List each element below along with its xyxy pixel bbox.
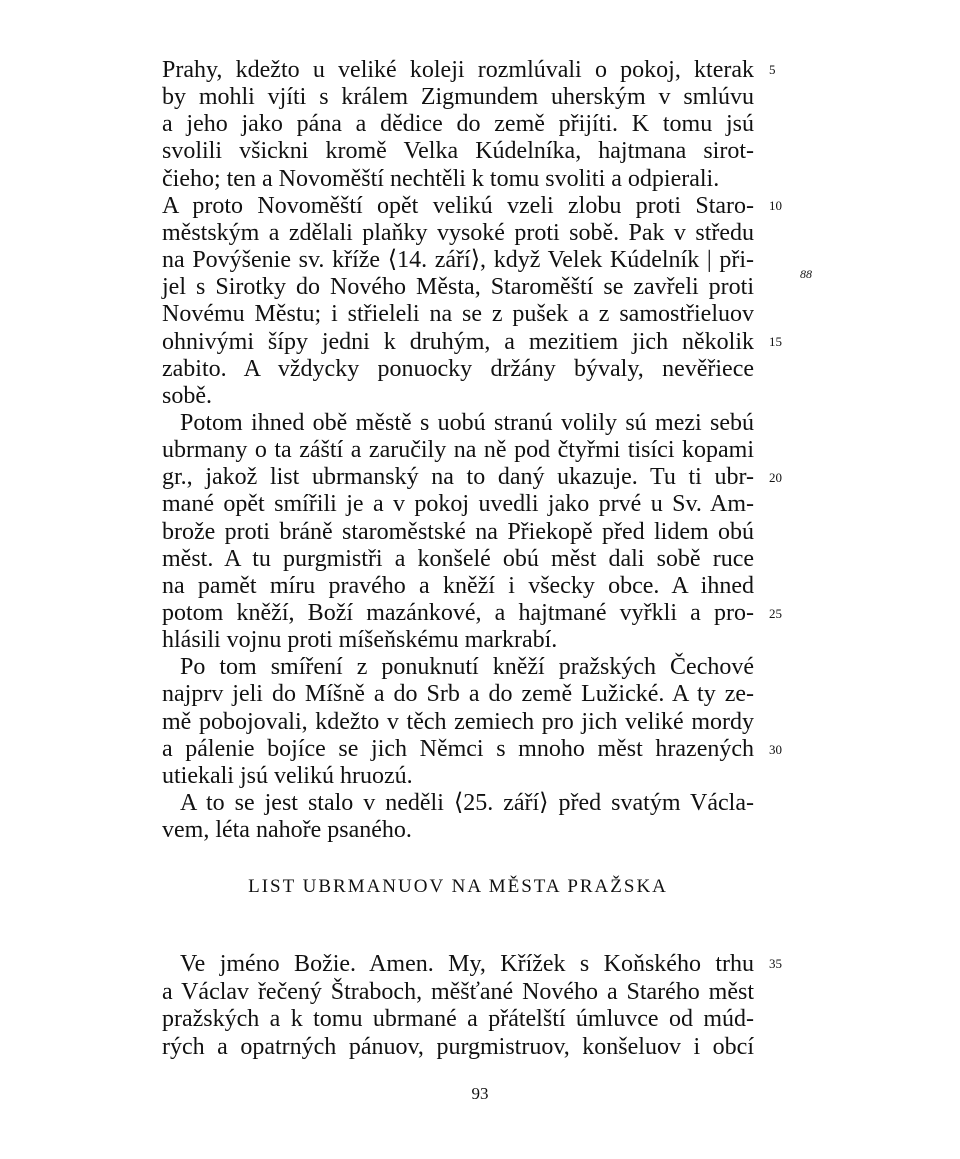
line-number: 25 bbox=[769, 606, 782, 621]
text-line: jel s Sirotky do Nového Města, Staroměští se zavřeli proti bbox=[162, 274, 754, 301]
text-line: A proto Novoměští opět velikú vzeli zlobu proti Staro- bbox=[162, 192, 754, 219]
margin-page-reference: 88 bbox=[800, 267, 812, 281]
text-line: Ve jméno Božie. Amen. My, Křížek s Koňského trhu bbox=[180, 951, 754, 977]
text-line: by mohli vjíti s králem Zigmundem uherským v smlúvu bbox=[162, 84, 754, 111]
text-line: gr., jakož list ubrmanský na to daný ukazuje. Tu ti ubr- bbox=[162, 464, 754, 491]
text-line: sobě. bbox=[162, 382, 212, 409]
text-line: Novému Městu; i střieleli na se z pušek a z samostřieluov bbox=[162, 301, 754, 328]
section-heading: LIST UBRMANUOV NA MĚSTA PRAŽSKA bbox=[248, 876, 668, 897]
text-line: městským a zdělali plaňky vysoké proti sobě. Pak v středu bbox=[162, 219, 754, 246]
text-line: měst. A tu purgmistři a konšelé obú měst dali sobě ruce bbox=[162, 545, 754, 572]
text-line: ubrmany o ta záští a zaručily na ně pod čtyřmi tisíci kopami bbox=[162, 437, 754, 464]
text-line: čieho; ten a Novoměští nechtěli k tomu svoliti a odpierali. bbox=[162, 165, 720, 192]
line-number: 15 bbox=[769, 334, 782, 349]
text-line: potom kněží, Boží mazánkové, a hajtmané vyřkli a pro- bbox=[162, 600, 754, 626]
text-line: mě pobojovali, kdežto v těch zemiech pro jich veliké mordy bbox=[162, 708, 754, 735]
text-line: a jeho jako pána a dědice do země přijíti. K tomu jsú bbox=[162, 111, 754, 138]
text-line: Po tom smíření z ponuknutí kněží pražských Čechové bbox=[180, 654, 754, 681]
text-line: a pálenie bojíce se jich Němci s mnoho měst hrazených bbox=[162, 735, 754, 762]
line-number: 30 bbox=[769, 742, 782, 757]
text-line: svolili všickni kromě Velka Kúdelníka, hajtmana sirot- bbox=[162, 138, 754, 165]
text-line: mané opět smířili je a v pokoj uvedli jako prvé u Sv. Am- bbox=[162, 491, 754, 518]
text-line: na pamět míru pravého a kněží i všecky obce. A ihned bbox=[162, 572, 754, 599]
text-line: Prahy, kdežto u veliké koleji rozmlúvali o pokoj, kterak bbox=[162, 57, 754, 83]
line-number: 20 bbox=[769, 470, 782, 485]
line-number: 5 bbox=[769, 62, 776, 77]
text-line: na Povýšenie sv. kříže ⟨14. září⟩, když Velek Kúdelník | při- bbox=[162, 247, 754, 274]
text-line: Potom ihned obě městě s uobú stranú volily sú mezi sebú bbox=[180, 409, 754, 436]
text-line: A to se jest stalo v neděli ⟨25. září⟩ před svatým Václa- bbox=[180, 790, 754, 817]
text-line: rých a opatrných pánuov, purgmistruov, konšeluov i obcí bbox=[162, 1033, 754, 1060]
text-line: a Václav řečený Štraboch, měšťané Nového a Starého měst bbox=[162, 978, 754, 1005]
text-line: hlásili vojnu proti míšeňskému markrabí. bbox=[162, 627, 558, 654]
line-number: 10 bbox=[769, 198, 782, 213]
line-number: 35 bbox=[769, 956, 782, 971]
text-line: pražských a k tomu ubrmané a přátelští úmluvce od múd- bbox=[162, 1006, 754, 1032]
text-line: vem, léta nahoře psaného. bbox=[162, 817, 412, 844]
text-line: brože proti bráně staroměstské na Přiekopě před lidem obú bbox=[162, 518, 754, 545]
text-line: utiekali jsú velikú hruozú. bbox=[162, 762, 413, 789]
text-line: zabito. A vždycky ponuocky držány bývaly, nevěřiece bbox=[162, 355, 754, 382]
page-number: 93 bbox=[471, 1084, 489, 1103]
text-line: najprv jeli do Míšně a do Srb a do země Lužické. A ty ze- bbox=[162, 681, 754, 708]
text-line: ohnivými šípy jedni k druhým, a mezitiem jich několik bbox=[162, 328, 754, 355]
